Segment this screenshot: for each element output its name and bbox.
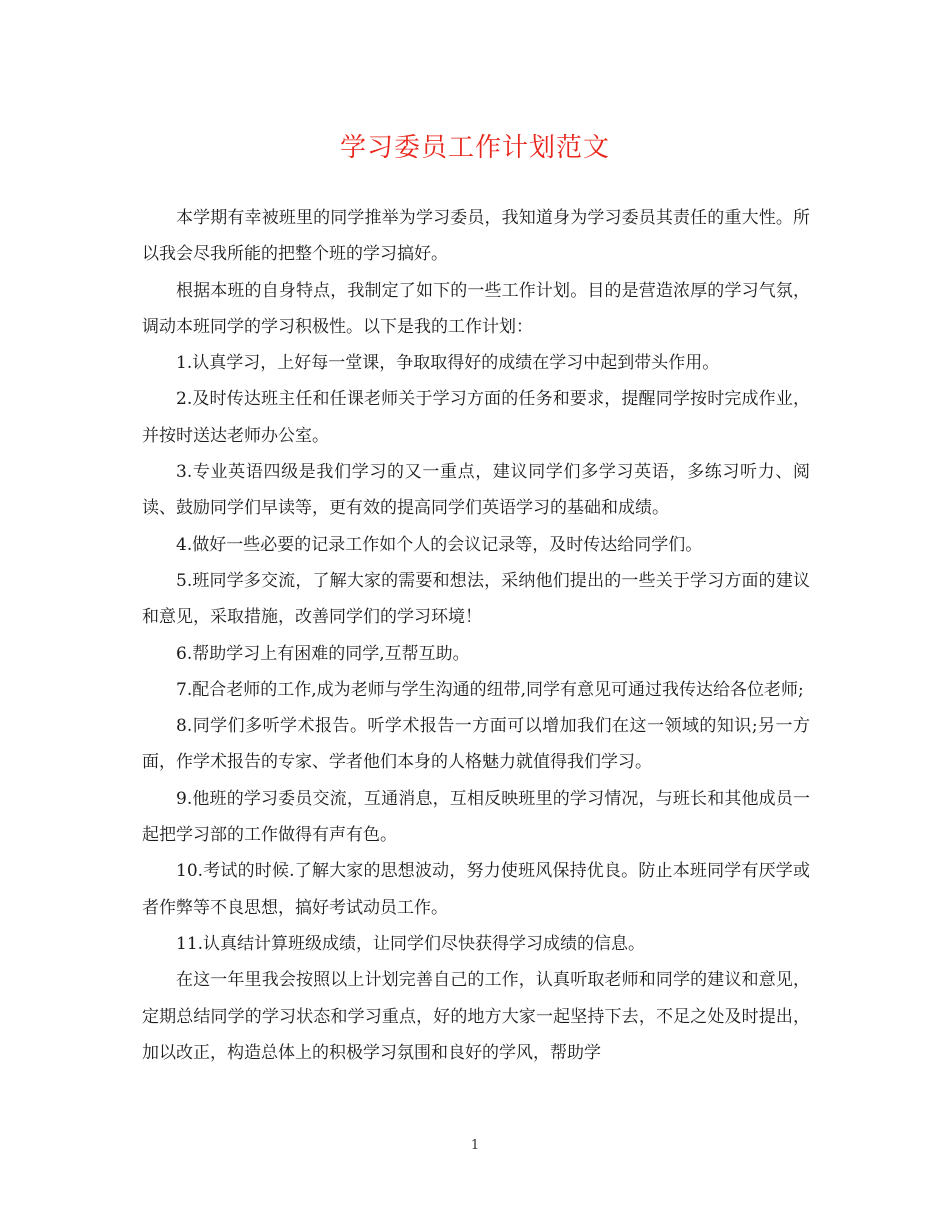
list-item: 10.考试的时候.了解大家的思想波动，努力使班风保持优良。防止本班同学有厌学或者作弊等不良思想，搞好考试动员工作。 xyxy=(142,861,810,918)
page-number: 1 xyxy=(470,1138,480,1153)
paragraph: 在这一年里我会按照以上计划完善自己的工作，认真听取老师和同学的建议和意见，定期总结同学的学习状态和学习重点，好的地方大家一起坚持下去，不足之处及时提出，加以改正，构造总体上的积极学习氛围和良好的学风，帮助学 xyxy=(142,970,810,1063)
list-item: 2.及时传达班主任和任课老师关于学习方面的任务和要求，提醒同学按时完成作业，并按时送达老师办公室。 xyxy=(142,389,810,446)
list-item: 5.班同学多交流，了解大家的需要和想法，采纳他们提出的一些关于学习方面的建议和意见，采取措施，改善同学们的学习环境！ xyxy=(142,570,810,628)
list-item: 7.配合老师的工作,成为老师与学生沟通的纽带,同学有意见可通过我传达给各位老师; xyxy=(176,679,804,700)
list-item: 4.做好一些必要的记录工作如个人的会议记录等，及时传达给同学们。 xyxy=(176,534,703,555)
list-item: 1.认真学习，上好每一堂课，争取取得好的成绩在学习中起到带头作用。 xyxy=(176,353,720,374)
list-item: 6.帮助学习上有困难的同学,互帮互助。 xyxy=(176,643,470,664)
paragraph: 根据本班的自身特点，我制定了如下的一些工作计划。目的是营造浓厚的学习气氛，调动本班同学的学习积极性。以下是我的工作计划： xyxy=(142,280,810,337)
list-item: 3.专业英语四级是我们学习的又一重点，建议同学们多学习英语，多练习听力、阅读、鼓励同学们早读等，更有效的提高同学们英语学习的基础和成绩。 xyxy=(142,462,810,519)
document-title: 学习委员工作计划范文 xyxy=(339,133,610,163)
list-item: 9.他班的学习委员交流，互通消息，互相反映班里的学习情况，与班长和其他成员一起把学习部的工作做得有声有色。 xyxy=(142,788,810,846)
list-item: 8.同学们多听学术报告。听学术报告一方面可以增加我们在这一领域的知识;另一方面，作学术报告的专家、学者他们本身的人格魅力就值得我们学习。 xyxy=(142,716,810,773)
document-body xyxy=(142,200,810,1071)
list-item: 11.认真结计算班级成绩，让同学们尽快获得学习成绩的信息。 xyxy=(176,933,646,954)
paragraph: 本学期有幸被班里的同学推举为学习委员，我知道身为学习委员其责任的重大性。所以我会尽我所能的把整个班的学习搞好。 xyxy=(142,208,810,265)
